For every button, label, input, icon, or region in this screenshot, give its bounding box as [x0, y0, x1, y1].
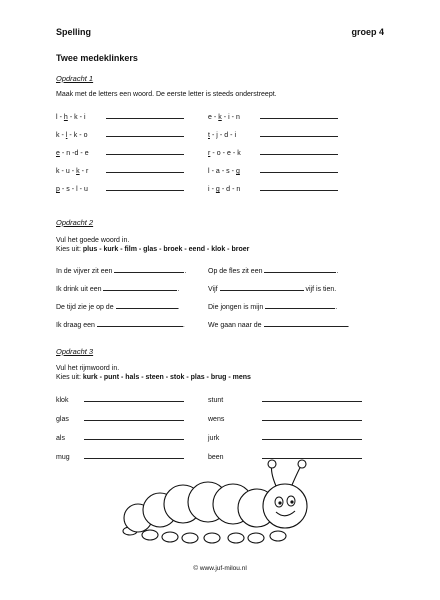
- answer-line[interactable]: [220, 283, 304, 291]
- scramble-letter: -: [221, 168, 225, 175]
- section1-instruction: Maak met de letters een woord. De eerste letter is steeds onderstreept.: [56, 91, 277, 98]
- scramble-letters: [208, 114, 260, 121]
- choose-prefix: Kies uit:: [56, 374, 83, 381]
- scramble-row: [208, 183, 338, 193]
- answer-line[interactable]: [260, 147, 338, 155]
- scramble-letter: -: [69, 132, 72, 139]
- scramble-letter: -: [231, 168, 234, 175]
- rhyme-word: jurk: [208, 435, 220, 442]
- scramble-letter: -: [59, 114, 62, 121]
- scramble-letter: -: [61, 150, 65, 157]
- scramble-letter: -: [223, 114, 227, 121]
- leg: [142, 530, 158, 540]
- scramble-letter: l: [208, 168, 210, 175]
- scramble-letter: k: [73, 132, 78, 139]
- leg: [162, 532, 178, 542]
- rhyme-word: mug: [56, 454, 70, 461]
- sentence-row: [208, 265, 338, 275]
- word-bank: plus - kurk - film - glas - broek - eend - klok - broer: [82, 246, 250, 253]
- rhyme-word: als: [56, 435, 65, 442]
- word-bank: kurk - punt - hals - steen - stok - plas - brug - mens: [82, 374, 251, 381]
- caterpillar-illustration: [120, 458, 330, 550]
- scramble-letter: s: [226, 168, 230, 175]
- rhyme-word: wens: [208, 416, 225, 423]
- scramble-letter: a: [215, 168, 220, 175]
- sentence-start: De tijd zie je op de: [56, 304, 116, 311]
- rhyme-row: [56, 394, 184, 404]
- scramble-letters: [56, 186, 106, 193]
- scramble-row: [208, 147, 338, 157]
- scramble-letter: d: [226, 186, 231, 193]
- answer-line[interactable]: [84, 394, 184, 402]
- scramble-letter: -: [212, 150, 215, 157]
- section3-instruction: [56, 364, 251, 382]
- scramble-letter: -: [213, 114, 217, 121]
- sentence-row: [56, 319, 185, 329]
- section2-choose-line: [56, 245, 249, 254]
- sentence-end: .: [182, 322, 185, 329]
- scramble-row: [208, 165, 338, 175]
- scramble-letters: [208, 150, 260, 157]
- answer-line[interactable]: [260, 111, 338, 119]
- scramble-letter: p: [56, 186, 60, 193]
- answer-line[interactable]: [97, 319, 183, 327]
- sentence-row: [208, 301, 337, 311]
- rhyme-row: [208, 432, 362, 442]
- rhyme-row: [208, 394, 362, 404]
- scramble-row: [56, 129, 184, 139]
- scramble-letter: t: [208, 132, 210, 139]
- rhyme-row: [208, 413, 362, 423]
- caterpillar-head: [263, 484, 307, 528]
- answer-line[interactable]: [106, 129, 184, 137]
- scramble-letter: d: [224, 132, 229, 139]
- scramble-row: [208, 111, 338, 121]
- answer-line[interactable]: [103, 283, 180, 293]
- sentence-row: [208, 283, 336, 293]
- antenna-tip: [298, 460, 306, 468]
- rhyme-row: [56, 432, 184, 442]
- rhyme-word: stunt: [208, 397, 224, 404]
- scramble-letter: s: [66, 186, 70, 193]
- leg: [248, 533, 264, 543]
- answer-line[interactable]: [114, 265, 187, 275]
- antenna-tip: [268, 460, 276, 468]
- scramble-letter: -: [222, 150, 225, 157]
- scramble-letter: k: [56, 168, 60, 175]
- rhyme-word: klok: [56, 397, 69, 404]
- scramble-row: [56, 147, 184, 157]
- sentence-start: Ik drink uit een: [56, 286, 104, 293]
- sentence-start: Op de fles zit een: [208, 268, 265, 275]
- answer-line[interactable]: [116, 301, 178, 309]
- page-header: [56, 27, 384, 41]
- leg: [228, 533, 244, 543]
- sentence-start: In de vijver zit een: [56, 268, 115, 275]
- copyright-footer: © www.juf-milou.nl: [193, 565, 247, 572]
- answer-line[interactable]: [260, 165, 338, 173]
- answer-line[interactable]: [106, 183, 184, 191]
- section2-label: Opdracht 2: [56, 218, 94, 227]
- scramble-letter: -: [230, 132, 233, 139]
- sentence-row: [56, 265, 186, 275]
- scramble-letter: n: [66, 150, 71, 157]
- leg: [182, 533, 198, 543]
- rhyme-row: [56, 413, 184, 423]
- scramble-letter: -: [61, 132, 64, 139]
- scramble-letter: i: [208, 186, 210, 193]
- scramble-letters: [56, 114, 106, 121]
- scramble-letter: -: [79, 114, 82, 121]
- answer-line[interactable]: [84, 413, 184, 421]
- scramble-row: [56, 111, 184, 121]
- scramble-letter: o: [216, 150, 221, 157]
- scramble-letter: o: [83, 132, 88, 139]
- sentence-end: .: [335, 304, 338, 311]
- scramble-letter: -: [232, 150, 236, 157]
- scramble-letter: l: [76, 186, 78, 193]
- answer-line[interactable]: [262, 432, 362, 440]
- pupil: [278, 501, 281, 504]
- scramble-letters: [56, 132, 106, 139]
- section3-instruction-line1: Vul het rijmwoord in.: [56, 365, 120, 372]
- sentence-end: .: [184, 268, 187, 275]
- scramble-letter: n: [236, 186, 241, 193]
- scramble-letter: l: [65, 132, 68, 139]
- page-title: Twee medeklinkers: [56, 53, 138, 63]
- scramble-letter: i: [234, 132, 237, 139]
- section2-instruction-line1: Vul het goede woord in.: [56, 237, 130, 244]
- subject-label: Spelling: [56, 27, 92, 37]
- scramble-letter: -: [221, 186, 225, 193]
- scramble-letter: k: [218, 114, 222, 121]
- scramble-letter: e: [56, 150, 60, 157]
- scramble-row: [56, 165, 184, 175]
- scramble-letter: r: [85, 168, 89, 175]
- sentence-row: [56, 301, 180, 311]
- scramble-letter: -: [79, 132, 82, 139]
- sentence-end: .: [177, 304, 180, 311]
- pupil: [290, 500, 293, 503]
- scramble-letter: -d: [72, 150, 79, 157]
- answer-line[interactable]: [262, 413, 362, 421]
- scramble-letters: [56, 168, 106, 175]
- scramble-letter: u: [84, 186, 88, 193]
- scramble-letter: e: [226, 150, 231, 157]
- section1-label: Opdracht 1: [56, 74, 94, 83]
- scramble-letter: i: [84, 114, 86, 121]
- scramble-letter: -: [71, 168, 75, 175]
- answer-line[interactable]: [106, 147, 184, 155]
- scramble-letter: i: [228, 114, 230, 121]
- sentence-row: [208, 319, 349, 329]
- scramble-letter: e: [208, 114, 212, 121]
- scramble-letter: e: [84, 150, 89, 157]
- scramble-letter: n: [236, 114, 240, 121]
- sentence-row: [56, 283, 179, 293]
- scramble-letter: -: [211, 186, 214, 193]
- scramble-letters: [56, 150, 106, 157]
- scramble-letter: -: [81, 168, 84, 175]
- scramble-row: [208, 129, 338, 139]
- rhyme-word: been: [208, 454, 224, 461]
- rhyme-word: glas: [56, 416, 69, 423]
- sentence-end: vijf is tien.: [303, 286, 337, 293]
- section3-label: Opdracht 3: [56, 347, 94, 356]
- section2-instruction: [56, 236, 249, 254]
- scramble-letter: -: [80, 150, 83, 157]
- answer-line[interactable]: [84, 432, 184, 440]
- scramble-letter: k: [56, 132, 60, 139]
- scramble-letter: k: [237, 150, 241, 157]
- section3-choose-line: [56, 373, 251, 382]
- answer-line[interactable]: [264, 319, 348, 327]
- scramble-letters: [208, 186, 260, 193]
- scramble-letter: u: [65, 168, 70, 175]
- answer-line[interactable]: [264, 265, 339, 275]
- choose-prefix: Kies uit:: [56, 246, 83, 253]
- scramble-letter: j: [216, 132, 218, 139]
- scramble-letter: -: [71, 186, 75, 193]
- sentence-start: Vijf: [208, 286, 220, 293]
- scramble-letter: -: [219, 132, 223, 139]
- sentence-start: Die jongen is mijn: [208, 304, 266, 311]
- scramble-letter: -: [69, 114, 73, 121]
- grade-label: groep 4: [351, 27, 384, 37]
- scramble-row: [56, 183, 184, 193]
- scramble-letter: k: [76, 168, 80, 175]
- sentence-end: .: [177, 286, 180, 293]
- sentence-start: We gaan naar de: [208, 322, 264, 329]
- answer-line[interactable]: [265, 301, 338, 311]
- answer-line[interactable]: [262, 394, 362, 402]
- scramble-letter: h: [63, 114, 68, 121]
- sentence-end: .: [336, 268, 339, 275]
- answer-line[interactable]: [106, 111, 184, 119]
- scramble-letter: g: [215, 186, 220, 193]
- sentence-end: .: [347, 322, 350, 329]
- scramble-letter: -: [211, 168, 214, 175]
- scramble-letter: -: [79, 186, 82, 193]
- leg: [270, 531, 286, 541]
- leg: [204, 533, 220, 543]
- scramble-letters: [208, 168, 260, 175]
- scramble-letter: k: [74, 114, 78, 121]
- scramble-letter: -: [61, 168, 64, 175]
- scramble-letters: [208, 132, 260, 139]
- answer-line[interactable]: [260, 183, 338, 191]
- sentence-start: Ik draag een: [56, 322, 97, 329]
- scramble-letter: -: [61, 186, 65, 193]
- scramble-letter: l: [56, 114, 58, 121]
- scramble-letter: -: [231, 114, 234, 121]
- scramble-letter: -: [232, 186, 235, 193]
- scramble-letter: g: [236, 168, 240, 175]
- scramble-letter: -: [211, 132, 215, 139]
- answer-line[interactable]: [260, 129, 338, 137]
- answer-line[interactable]: [106, 165, 184, 173]
- scramble-letter: r: [208, 150, 211, 157]
